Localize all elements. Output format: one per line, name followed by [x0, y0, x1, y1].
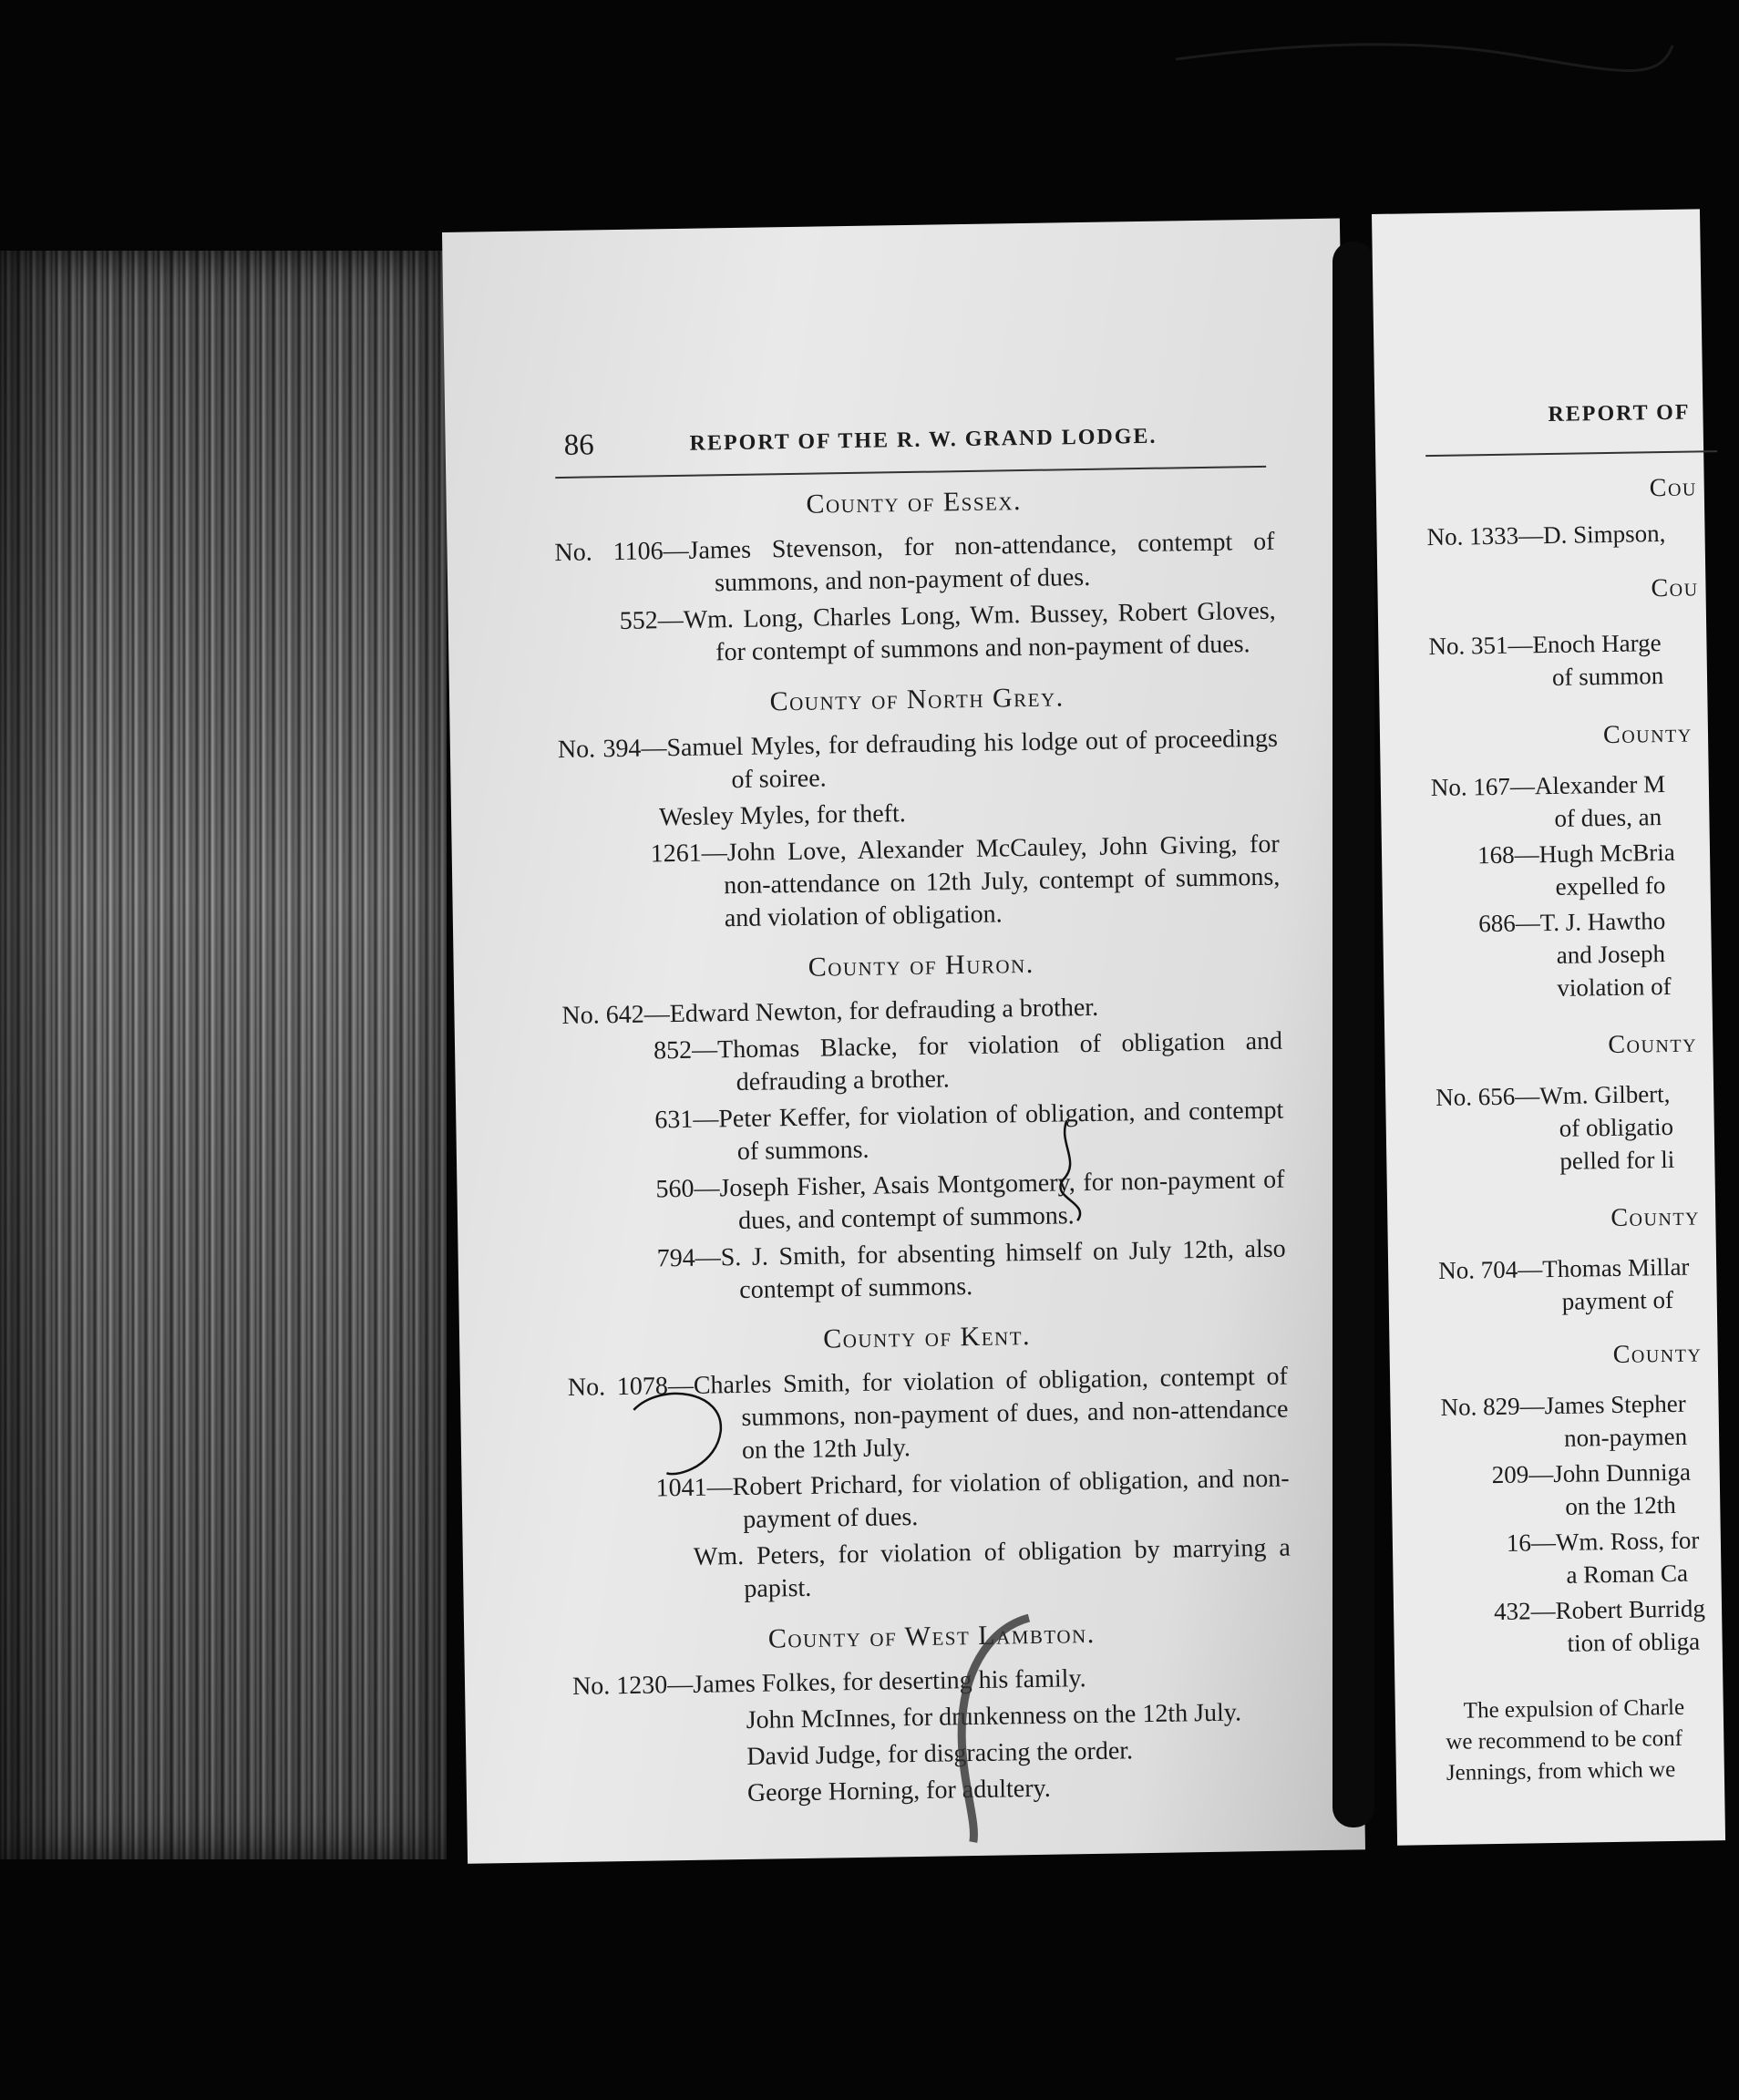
list-item: of dues, an: [1554, 803, 1662, 832]
right-running-head: REPORT OF: [1548, 400, 1691, 427]
entry-text: Wm. Peters, for violation of obligation by marrying a papist.: [693, 1533, 1291, 1603]
book-gutter: [1333, 242, 1374, 1827]
lodge-number: 631: [654, 1105, 694, 1135]
entry-text: —Thomas Blacke, for violation of obligation and defrauding a brother.: [691, 1026, 1283, 1097]
paragraph-line: The expulsion of Charle: [1463, 1694, 1685, 1724]
county-heading: County: [1612, 1339, 1703, 1369]
entry-text: —Robert Prichard, for violation of obligation, and non-payment of dues.: [706, 1464, 1290, 1534]
lodge-number: No. 1078: [567, 1372, 669, 1402]
entry-text: —John Love, Alexander McCauley, John Giving, for non-attendance on 12th July, contempt of summons, and violation of obligation.: [701, 829, 1281, 933]
entry-text: —James Folkes, for deserting his family.: [667, 1664, 1086, 1700]
list-item: tion of obliga: [1567, 1627, 1701, 1657]
entry-text: —Wm. Long, Charles Long, Wm. Bussey, Robert Gloves, for contempt of summons and non-payment of dues.: [657, 596, 1276, 667]
expulsion-list: [554, 482, 1295, 1817]
lodge-number: No. 642: [561, 1000, 644, 1031]
list-item: on the 12th: [1565, 1490, 1677, 1520]
lodge-number: No. 1106: [554, 537, 664, 568]
list-item: 16—Wm. Ross, for: [1506, 1526, 1700, 1557]
entry-text: Wesley Myles, for theft.: [658, 799, 907, 832]
county-heading: County of North Grey.: [769, 682, 1065, 717]
county-heading: County: [1608, 1029, 1698, 1060]
list-item: non-paymen: [1563, 1422, 1688, 1452]
list-item: violation of: [1557, 972, 1672, 1002]
entry-text: —Charles Smith, for violation of obligation, contempt of summons, non-payment of dues, and non-attendance on the 12th July.: [667, 1362, 1289, 1465]
list-item: [568, 1361, 1290, 1470]
county-heading: County: [1602, 719, 1693, 750]
lodge-number: 552: [619, 606, 658, 635]
list-item: of summon: [1551, 662, 1664, 691]
county-heading: County of Essex.: [806, 486, 1023, 520]
right-header-rule: [1425, 450, 1717, 457]
list-item: [554, 526, 1275, 602]
list-item: [564, 1164, 1285, 1240]
list-item: No. 656—Wm. Gilbert,: [1435, 1079, 1671, 1112]
county-heading: County of West Lambton.: [767, 1618, 1096, 1654]
list-item: and Joseph: [1556, 940, 1666, 969]
list-item: No. 1333—D. Simpson,: [1426, 519, 1666, 551]
entry-text: —James Stevenson, for non-attendance, contempt of summons, and non-payment of dues.: [663, 527, 1275, 598]
list-item: No. 351—Enoch Harge: [1428, 629, 1662, 661]
entry-text: —Edward Newton, for defrauding a brother.: [643, 993, 1099, 1029]
list-item: [571, 1532, 1291, 1609]
lodge-number: 1041: [655, 1473, 707, 1503]
list-item: a Roman Ca: [1566, 1559, 1689, 1589]
paragraph-line: Jennings, from which we: [1446, 1756, 1676, 1786]
page-number: 86: [563, 428, 594, 462]
list-item: [562, 1025, 1283, 1102]
entry-text: —S. J. Smith, for absenting himself on July 12th, also contempt of summons.: [695, 1234, 1286, 1305]
left-page: [442, 219, 1365, 1864]
list-item: [569, 1463, 1290, 1539]
county-heading: Cou: [1649, 473, 1698, 503]
list-item: expelled fo: [1555, 871, 1666, 901]
lodge-number: No. 1230: [571, 1671, 668, 1701]
list-item: 686—T. J. Hawtho: [1478, 907, 1666, 938]
list-item: [559, 829, 1281, 938]
county-heading: County of Huron.: [808, 948, 1034, 983]
entry-text: —Peter Keffer, for violation of obligation, and contempt of summons.: [693, 1096, 1284, 1167]
county-heading: County: [1610, 1202, 1701, 1233]
list-item: [555, 595, 1276, 672]
list-item: 209—John Dunniga: [1491, 1457, 1692, 1489]
list-item: payment of: [1561, 1285, 1674, 1315]
right-page-fragment: [1372, 209, 1725, 1845]
list-item: [558, 723, 1279, 799]
list-item: [565, 1233, 1286, 1310]
lodge-number: No. 394: [557, 734, 642, 765]
page-header: [563, 418, 1271, 469]
paragraph-line: we recommend to be conf: [1446, 1725, 1683, 1755]
lodge-number: 1261: [650, 839, 702, 869]
running-head: REPORT OF THE R. W. GRAND LODGE.: [689, 424, 1158, 456]
list-item: of obligatio: [1559, 1112, 1674, 1142]
list-item: [563, 1095, 1284, 1171]
county-heading: Cou: [1651, 573, 1699, 603]
entry-text: George Horning, for adultery.: [746, 1774, 1051, 1807]
list-item: No. 167—Alexander M: [1430, 770, 1666, 802]
list-item: [574, 1769, 1294, 1813]
county-heading: County of Kent.: [822, 1321, 1032, 1354]
lodge-number: 560: [655, 1174, 695, 1204]
list-item: pelled for li: [1559, 1145, 1675, 1175]
entry-text: —Samuel Myles, for defrauding his lodge out of proceedings of soiree.: [641, 724, 1279, 795]
list-item: 432—Robert Burridg: [1493, 1594, 1706, 1626]
pen-scratch-mark: [1167, 18, 1677, 100]
list-item: No. 704—Thomas Millar: [1437, 1252, 1690, 1284]
book-page-edges: [0, 251, 447, 1859]
list-item: No. 829—James Stepher: [1440, 1389, 1686, 1421]
lodge-number: 794: [656, 1243, 695, 1273]
lodge-number: 852: [653, 1035, 693, 1065]
entry-text: David Judge, for disgracing the order.: [746, 1736, 1134, 1771]
list-item: 168—Hugh McBria: [1477, 838, 1676, 870]
entry-text: —Joseph Fisher, Asais Montgomery, for non-payment of dues, and contempt of summons.: [694, 1165, 1285, 1236]
entry-text: John McInnes, for drunkenness on the 12th July.: [746, 1698, 1242, 1735]
